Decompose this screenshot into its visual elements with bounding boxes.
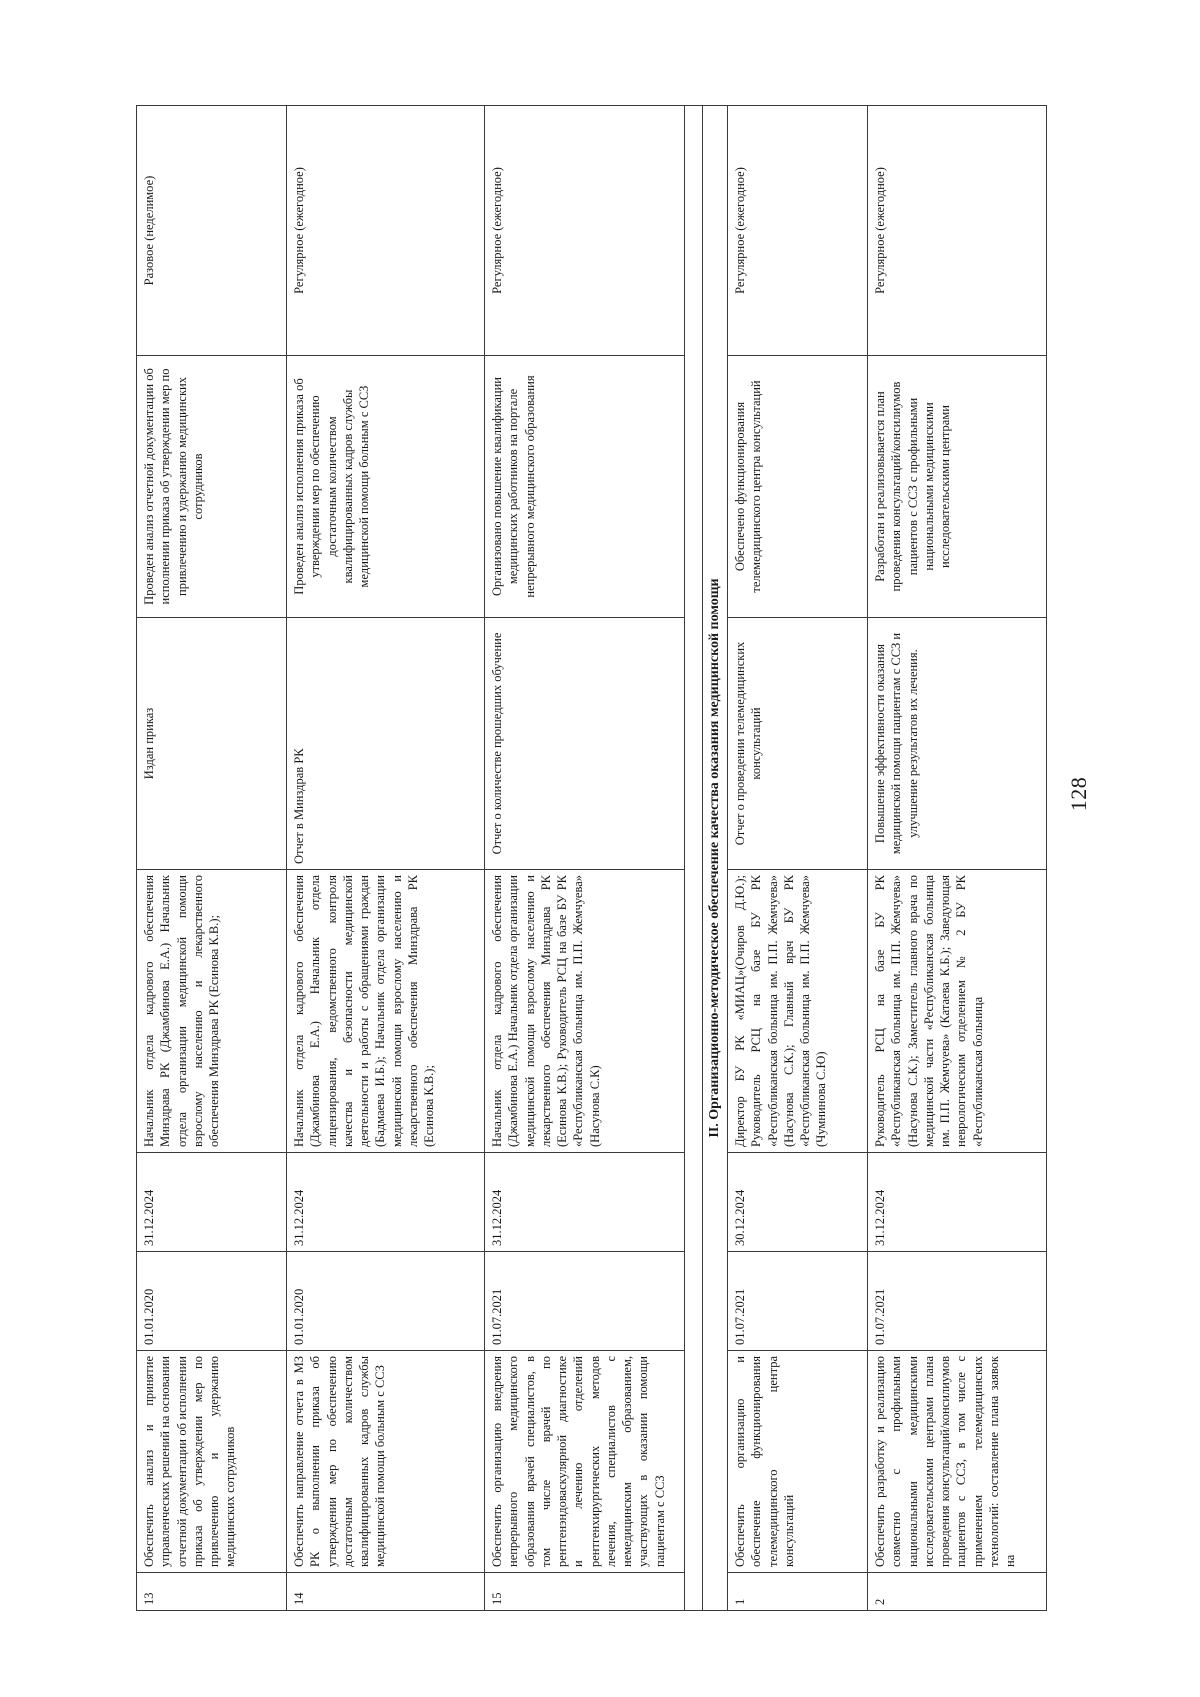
action-plan-table [136, 105, 1047, 1611]
measure-cell: Обеспечить организацию и обеспечение функционирования телемедицинского центра консультаций [728, 1351, 868, 1573]
responsible-cell: Начальник отдела кадрового обеспечения Минздрава РК (Джамбинова Е.А.) Начальник отдела организации медицинской помощи взрослому населению и лекарственного обеспечения Минздрава РК (Есинова К.В.); [137, 870, 287, 1153]
periodicity-cell: Регулярное (ежегодное) [287, 106, 485, 356]
expected-result-cell: Проведен анализ отчетной документации об исполнении приказа об утверждении мер по привлечению и удержанию медицинских сотрудников [137, 356, 287, 618]
spacer-row [685, 106, 703, 1611]
start-date-cell: 01.01.2020 [287, 1252, 485, 1351]
expected-result-cell: Организовано повышение квалификации медицинских работников на портале непрерывного медицинского образования [485, 356, 685, 618]
page-number: 128 [1066, 776, 1091, 812]
expected-result-cell: Обеспечено функционирования телемедицинского центра консультаций [728, 356, 868, 618]
expected-result-cell: Проведен анализ исполнения приказа об утверждении мер по обеспечению достаточным количеством квалифицированных кадров службы медицинской помощи больным с ССЗ [287, 356, 485, 618]
measure-cell: Обеспечить разработку и реализацию совместно с профильными национальными медицинскими исследовательскими центрами плана проведения консультаций/консилиумов пациентов с ССЗ, в том числе с применением телемедицинских технологий: составление плана заявок на [868, 1351, 1047, 1573]
section-header-row [703, 106, 728, 1611]
start-date-cell: 01.07.2021 [728, 1252, 868, 1351]
periodicity-cell: Разовое (неделимое) [137, 106, 287, 356]
row-number: 13 [137, 1573, 287, 1611]
measure-cell: Обеспечить направление отчета в МЗ РК о выполнении приказа об утверждении мер по обеспечению достаточным количеством квалифицированных кадров службы медицинской помощи больным с ССЗ [287, 1351, 485, 1573]
responsible-cell: Начальник отдела кадрового обеспечения (Джамбинова Е.А.) Начальник отдела лицензирования, ведомственного контроля качества и безопасности медицинской деятельности и работы с обращениями граждан (Бадмаева И.Б.); Начальник отдела организации медицинской помощи взрослому населению и лекарственного обеспечения Минздрава РК (Есинова К.В.); [287, 870, 485, 1153]
measure-cell: Обеспечить организацию внедрения непрерывного медицинского образования врачей специалистов, в том числе врачей по рентгенэндоваскулярной диагностике и лечению отделений рентгенхирургических методов лечения, специалистов с немедицинским образованием, участвующих в оказании помощи пациентам с ССЗ [485, 1351, 685, 1573]
measure-cell: Обеспечить анализ и принятие управленческих решений на основании отчетной документации об исполнении приказа об утверждении мер по привлечению и удержанию медицинских сотрудников [137, 1351, 287, 1573]
row-number: 14 [287, 1573, 485, 1611]
end-date-cell: 30.12.2024 [728, 1153, 868, 1252]
expected-result-cell: Разработан и реализовывается план проведения консультаций/консилиумов пациентов с ССЗ с профильными национальными медицинскими исследовательскими центрами [868, 356, 1047, 618]
end-date-cell: 31.12.2024 [287, 1153, 485, 1252]
table-row [287, 106, 485, 1611]
row-number: 2 [868, 1573, 1047, 1611]
result-document-cell: Отчет о проведении телемедицинских консультаций [728, 618, 868, 870]
table-row [485, 106, 685, 1611]
table-row [137, 106, 287, 1611]
end-date-cell: 31.12.2024 [868, 1153, 1047, 1252]
row-number: 1 [728, 1573, 868, 1611]
end-date-cell: 31.12.2024 [485, 1153, 685, 1252]
responsible-cell: Руководитель РСЦ на базе БУ РК «Республиканская больница им. П.П. Жемчуева» (Насунова С.К.); Заместитель главного врача по медицинской части «Республиканская больница им. П.П. Жемчуева» (Катаева К.Б.); Заведующая неврологическим отделением № 2 БУ РК «Республиканская больница [868, 870, 1047, 1153]
table-row [728, 106, 868, 1611]
result-document-cell: Отчет в Минздрав РК [287, 618, 485, 870]
result-document-cell: Издан приказ [137, 618, 287, 870]
start-date-cell: 01.01.2020 [137, 1252, 287, 1351]
section-title: II. Организационно-методическое обеспечение качества оказания медицинской помощи [703, 106, 728, 1611]
periodicity-cell: Регулярное (ежегодное) [728, 106, 868, 356]
spacer-cell [685, 106, 703, 1611]
periodicity-cell: Регулярное (ежегодное) [485, 106, 685, 356]
periodicity-cell: Регулярное (ежегодное) [868, 106, 1047, 356]
responsible-cell: Директор БУ РК «МИАЦ»(Очиров Д.Ю.); Руководитель РСЦ на базе БУ РК «Республиканская больница им. П.П. Жемчуева» (Насунова С.К.); Главный врач БУ РК «Республиканская больница им. П.П. Жемчуева» (Чумнинова С.Ю) [728, 870, 868, 1153]
responsible-cell: Начальник отдела кадрового обеспечения (Джамбинова Е.А.) Начальник отдела организации медицинской помощи взрослому населению и лекарственного обеспечения Минздрава РК (Есинова К.В.); Руководитель РСЦ на базе БУ РК «Республиканская больница им. П.П. Жемчуева» (Насунова С.К) [485, 870, 685, 1153]
start-date-cell: 01.07.2021 [485, 1252, 685, 1351]
row-number: 15 [485, 1573, 685, 1611]
result-document-cell: Отчет о количестве прошедших обучение [485, 618, 685, 870]
table-row [868, 106, 1047, 1611]
end-date-cell: 31.12.2024 [137, 1153, 287, 1252]
result-document-cell: Повышение эффективности оказания медицинской помощи пациентам с ССЗ и улучшение результатов их лечения. [868, 618, 1047, 870]
start-date-cell: 01.07.2021 [868, 1252, 1047, 1351]
